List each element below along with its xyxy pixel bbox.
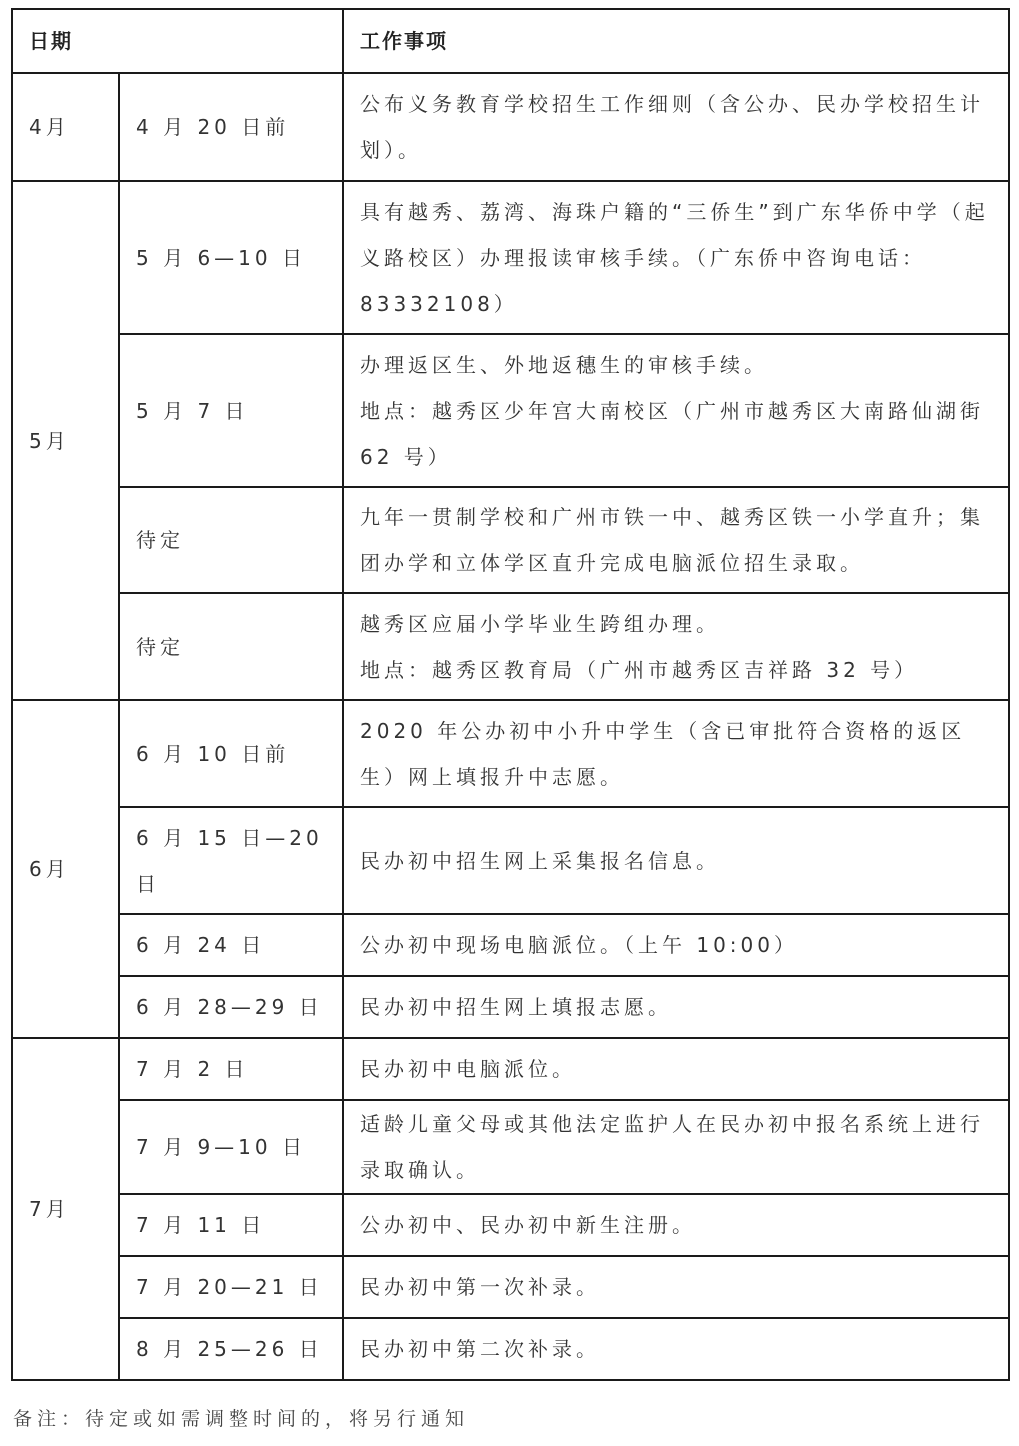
task-text: 公办初中现场电脑派位。（上午 10:00） (360, 933, 798, 957)
table-row (12, 1100, 1009, 1194)
table-row (12, 1256, 1009, 1318)
task-cell (343, 593, 1009, 700)
table-row (12, 807, 1009, 914)
task-cell (343, 73, 1009, 181)
task-cell (343, 1194, 1009, 1256)
task-cell (343, 1318, 1009, 1380)
task-cell (343, 807, 1009, 914)
header-date: 日期 (12, 9, 343, 73)
table-row (12, 181, 1009, 334)
task-cell (343, 181, 1009, 334)
task-text: 民办初中招生网上填报志愿。 (360, 995, 672, 1019)
task-cell (343, 700, 1009, 807)
task-cell (343, 1256, 1009, 1318)
table-row (12, 593, 1009, 700)
date-cell: 7 月 2 日 (119, 1038, 343, 1100)
task-text: 具有越秀、荔湾、海珠户籍的“三侨生”到广东华侨中学（起义路校区）办理报读审核手续。（广东侨中咨询电话：83332108） (360, 199, 989, 316)
table-row (12, 487, 1009, 593)
date-cell: 7 月 11 日 (119, 1194, 343, 1256)
month-cell: 4月 (12, 73, 119, 181)
header-task: 工作事项 (343, 9, 1009, 73)
task-text: 地点：越秀区教育局（广州市越秀区吉祥路 32 号） (360, 657, 919, 682)
month-cell: 5月 (12, 181, 119, 700)
date-cell: 待定 (119, 593, 343, 700)
task-cell (343, 1038, 1009, 1100)
table-row (12, 700, 1009, 807)
task-text: 适龄儿童父母或其他法定监护人在民办初中报名系统上进行录取确认。 (360, 1112, 984, 1182)
task-text: 九年一贯制学校和广州市铁一中、越秀区铁一小学直升；集团办学和立体学区直升完成电脑派位招生录取。 (360, 505, 984, 575)
task-text: 越秀区应届小学毕业生跨组办理。 (360, 611, 720, 636)
table-row (12, 73, 1009, 181)
table-row (12, 1038, 1009, 1100)
task-cell (343, 487, 1009, 593)
date-cell: 6 月 24 日 (119, 914, 343, 976)
date-cell: 5 月 7 日 (119, 334, 343, 487)
table-row (12, 914, 1009, 976)
task-text: 办理返区生、外地返穗生的审核手续。 (360, 352, 768, 377)
date-cell: 6 月 15 日—20 日 (119, 807, 343, 914)
month-cell: 7月 (12, 1038, 119, 1380)
table-row (12, 976, 1009, 1038)
task-cell (343, 976, 1009, 1038)
date-cell: 5 月 6—10 日 (119, 181, 343, 334)
task-text: 地点：越秀区少年宫大南校区（广州市越秀区大南路仙湖街 62 号） (360, 398, 984, 469)
schedule-table (11, 8, 1010, 1381)
date-cell: 待定 (119, 487, 343, 593)
task-cell (343, 914, 1009, 976)
date-cell: 8 月 25—26 日 (119, 1318, 343, 1380)
table-row (12, 1194, 1009, 1256)
task-text: 民办初中电脑派位。 (360, 1057, 576, 1081)
task-text: 民办初中第一次补录。 (360, 1275, 600, 1299)
date-cell: 4 月 20 日前 (119, 73, 343, 181)
task-cell (343, 334, 1009, 487)
task-text: 公办初中、民办初中新生注册。 (360, 1213, 696, 1237)
header-row (12, 9, 1009, 73)
task-text: 公布义务教育学校招生工作细则（含公办、民办学校招生计划）。 (360, 92, 984, 162)
month-cell: 6月 (12, 700, 119, 1038)
date-cell: 6 月 10 日前 (119, 700, 343, 807)
date-cell: 7 月 20—21 日 (119, 1256, 343, 1318)
footnote: 备注：待定或如需调整时间的，将另行通知 (13, 1408, 470, 1430)
task-text: 民办初中招生网上采集报名信息。 (360, 848, 720, 873)
task-text: 民办初中第二次补录。 (360, 1337, 600, 1361)
task-cell (343, 1100, 1009, 1194)
date-cell: 7 月 9—10 日 (119, 1100, 343, 1194)
table-row (12, 1318, 1009, 1380)
task-text: 2020 年公办初中小升中学生（含已审批符合资格的返区生）网上填报升中志愿。 (360, 718, 966, 789)
date-cell: 6 月 28—29 日 (119, 976, 343, 1038)
table-row (12, 334, 1009, 487)
